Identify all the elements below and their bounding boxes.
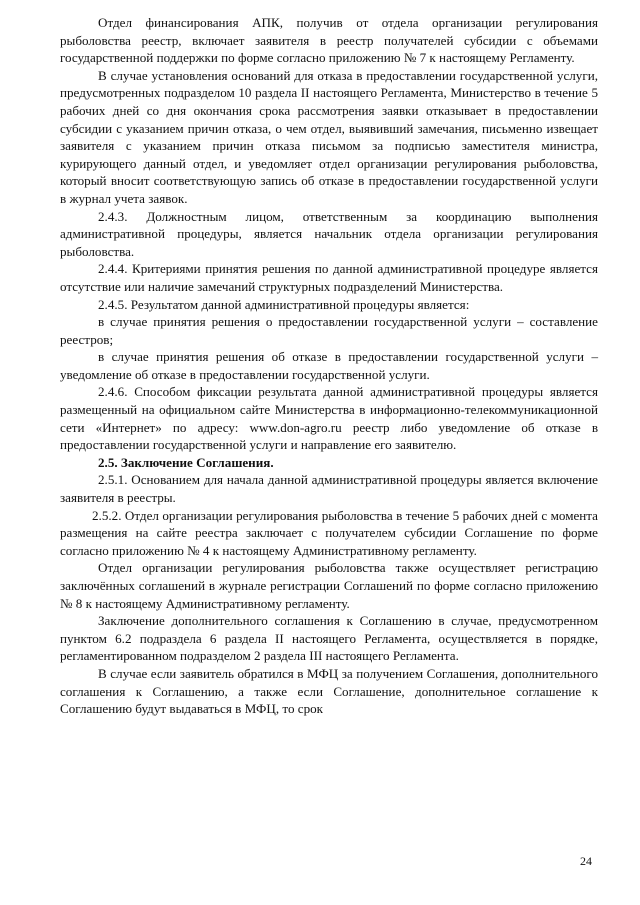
paragraph-2-5-2: 2.5.2. Отдел организации регулирования рыболовства в течение 5 рабочих дней с момента размещения на сайте реестра заключает с получателем субсидии Соглашение по форме согласно приложению № 4 к настоящему Административному регламенту. xyxy=(60,507,598,558)
paragraph-result-approval: в случае принятия решения о предоставлении государственной услуги – составление реестров; xyxy=(60,314,598,347)
page-number: 24 xyxy=(580,854,592,868)
paragraph-2-4-5: 2.4.5. Результатом данной административной процедуры является: xyxy=(98,296,470,312)
paragraph-2-5-1: 2.5.1. Основанием для начала данной административной процедуры является включение заявителя в реестры. xyxy=(60,472,598,506)
paragraph-finance-dept: Отдел финансирования АПК, получив от отдела организации регулирования рыболовства реестр, включает заявителя в реестр получателей субсидии с объемами государственной поддержки по форме согласно приложению № 7 к настоящему Регламенту. xyxy=(60,15,598,66)
paragraph-registration: Отдел организации регулирования рыболовства также осуществляет регистрацию заключённых соглашений в журнале регистрации Соглашений по форме согласно приложению № 8 к настоящему Административному регламенту. xyxy=(60,560,598,611)
section-heading-2-5: 2.5. Заключение Соглашения. xyxy=(98,454,274,470)
paragraph-2-4-4: 2.4.4. Критериями принятия решения по данной административной процедуре является отсутствие или наличие замечаний структурных подразделений Министерства. xyxy=(60,261,598,294)
document-body xyxy=(60,14,598,718)
paragraph-2-4-6: 2.4.6. Способом фиксации результата данной административной процедуры является размещенный на официальном сайте Министерства в информационно-телекоммуникационной сети «Интернет» по адресу: www.don-agro.ru реестр либо уведомление об отказе в предоставлении государственной услуги и направление его заявителю. xyxy=(60,384,598,453)
paragraph-mfc: В случае если заявитель обратился в МФЦ за получением Соглашения, дополнительного соглашения к Соглашению, а также если Соглашение, дополнительное соглашение к Соглашению будут выдаваться в МФЦ, то срок xyxy=(60,665,598,717)
paragraph-2-4-3: 2.4.3. Должностным лицом, ответственным за координацию выполнения административной процедуры, является начальник отдела организации регулирования рыболовства. xyxy=(60,208,598,259)
paragraph-refusal-grounds: В случае установления оснований для отказа в предоставлении государственной услуги, предусмотренных подразделом 10 раздела II настоящего Регламента, Министерство в течение 5 рабочих дней со дня окончания срока рассмотрения заявки отказывает в предоставлении субсидии с указанием причин отказа, о чем отдел, выявивший замечания, письменно извещает заявителя с указанием причин отказа письмом за подписью заместителя министра, курирующего данный отдел, и уведомляет отдел организации регулирования рыболовства, который вносит соответствующую запись об отказе в предоставлении государственной услуги в журнал учета заявок. xyxy=(60,67,598,206)
paragraph-additional-agreement: Заключение дополнительного соглашения к Соглашению в случае, предусмотренном пунктом 6.2 подраздела 6 раздела II настоящего Регламента, осуществляется в порядке, регламентированном подразделом 2 раздела III настоящего Регламента. xyxy=(60,613,598,664)
paragraph-result-refusal: в случае принятия решения об отказе в предоставлении государственной услуги – уведомление об отказе в предоставлении государственной услуги. xyxy=(60,349,598,382)
